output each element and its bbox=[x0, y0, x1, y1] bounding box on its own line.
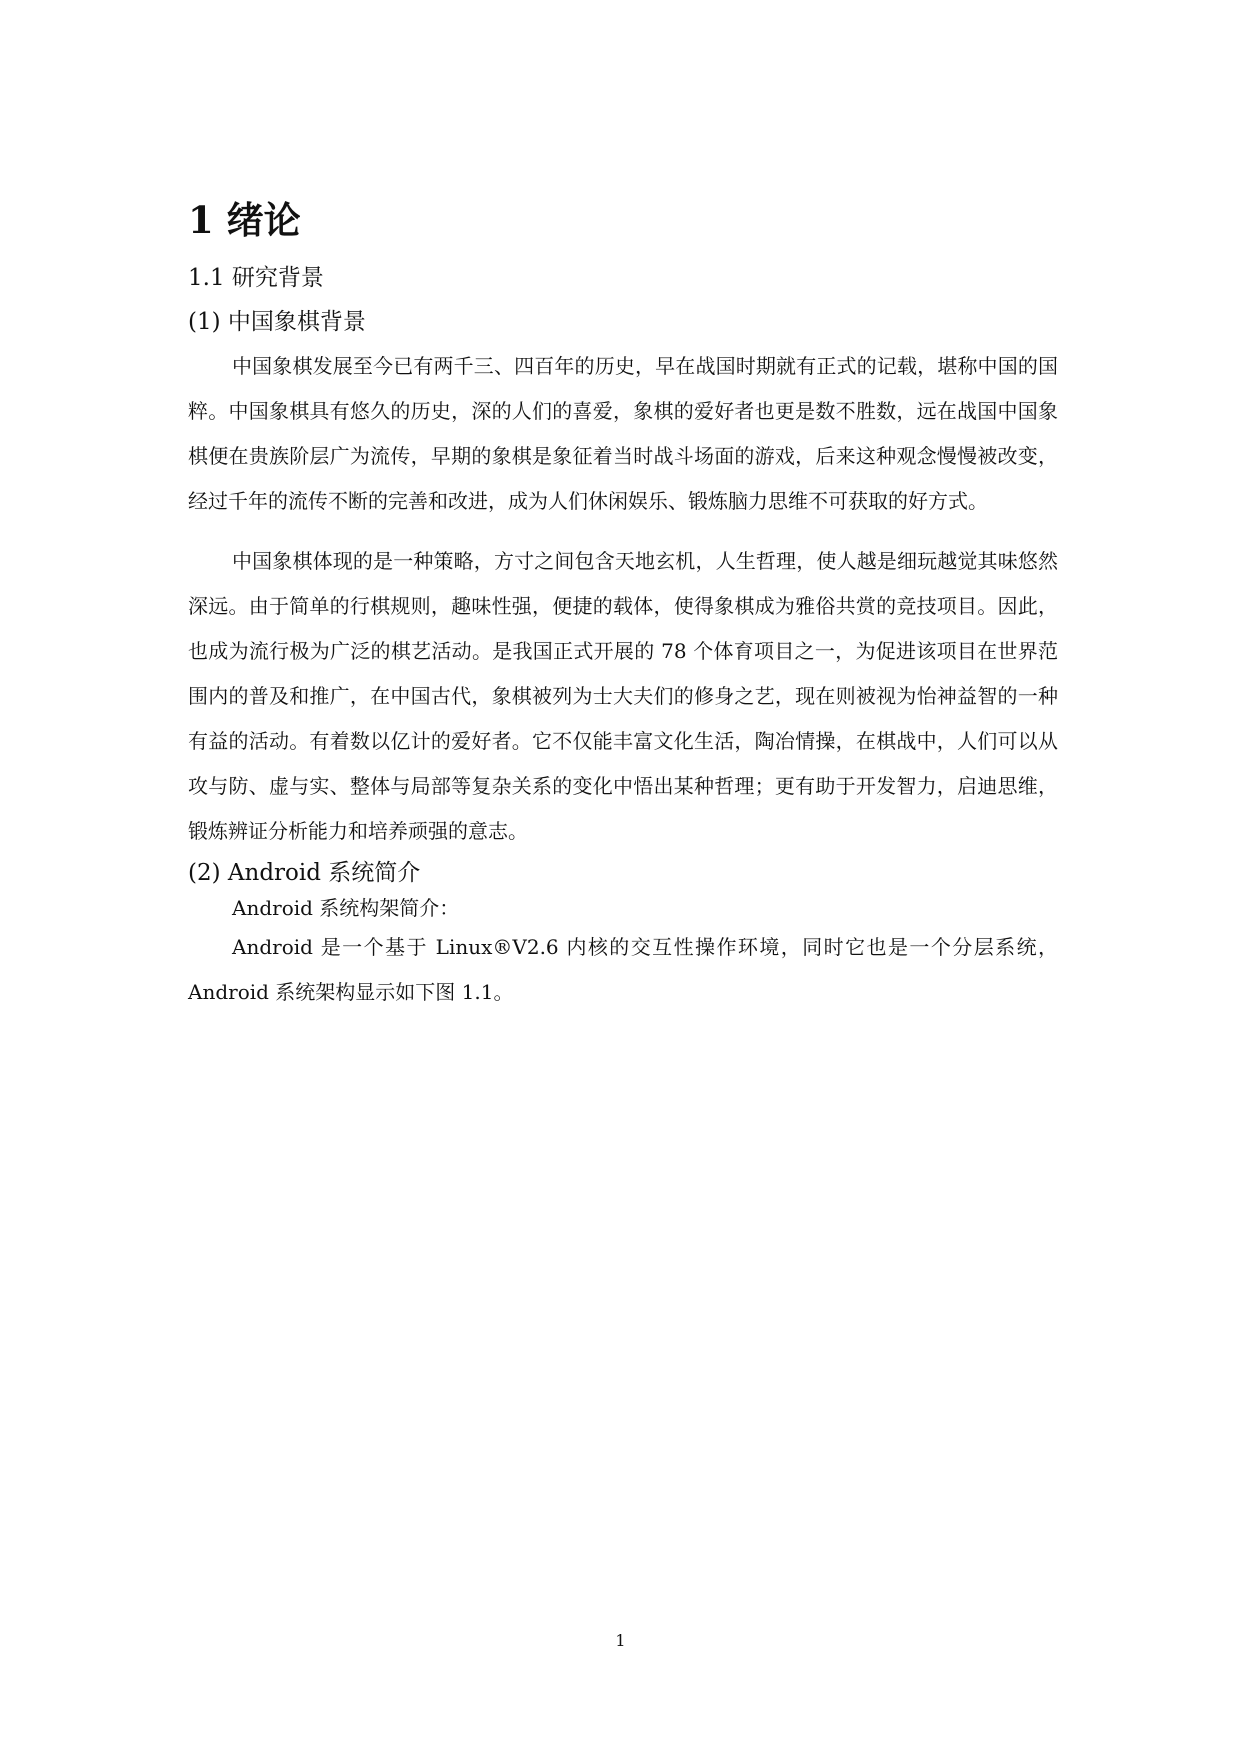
paragraph-android-intro: Android 是一个基于 Linux®V2.6 内核的交互性操作环境，同时它也是一个分层系统，Android 系统架构显示如下图 1.1。 bbox=[188, 935, 1058, 1004]
page-number: 1 bbox=[615, 1631, 626, 1650]
chapter-title: 1 绪论 bbox=[188, 198, 301, 242]
android-architecture-subheading: Android 系统构架简介： bbox=[232, 896, 460, 920]
subsection-heading-1: (1) 中国象棋背景 bbox=[188, 309, 366, 335]
paragraph-chess-history: 中国象棋发展至今已有两千三、四百年的历史，早在战国时期就有正式的记载，堪称中国的国粹。中国象棋具有悠久的历史，深的人们的喜爱，象棋的爱好者也更是数不胜数，远在战国中国象棋便在贵族阶层广为流传，早期的象棋是象征着当时战斗场面的游戏，后来这种观念慢慢被改变，经过千年的流传不断的完善和改进，成为人们休闲娱乐、锻炼脑力思维不可获取的好方式。 bbox=[188, 354, 1058, 513]
subsection-heading-2: (2) Android 系统简介 bbox=[188, 860, 421, 886]
section-heading-1-1: 1.1 研究背景 bbox=[188, 265, 324, 291]
paragraph-chess-culture: 中国象棋体现的是一种策略，方寸之间包含天地玄机，人生哲理，使人越是细玩越觉其味悠然深远。由于简单的行棋规则，趣味性强，便捷的载体，使得象棋成为雅俗共赏的竞技项目。因此，也成为流行极为广泛的棋艺活动。是我国正式开展的 78 个体育项目之一，为促进该项目在世界范围内的普及和推广，在中国古代，象棋被列为士大夫们的修身之艺，现在则被视为怡神益智的一种有益的活动。有着数以亿计的爱好者。它不仅能丰富文化生活，陶冶情操，在棋战中，人们可以从攻与防、虚与实、整体与局部等复杂关系的变化中悟出某种哲理；更有助于开发智力，启迪思维，锻炼辨证分析能力和培养顽强的意志。 bbox=[188, 549, 1058, 843]
